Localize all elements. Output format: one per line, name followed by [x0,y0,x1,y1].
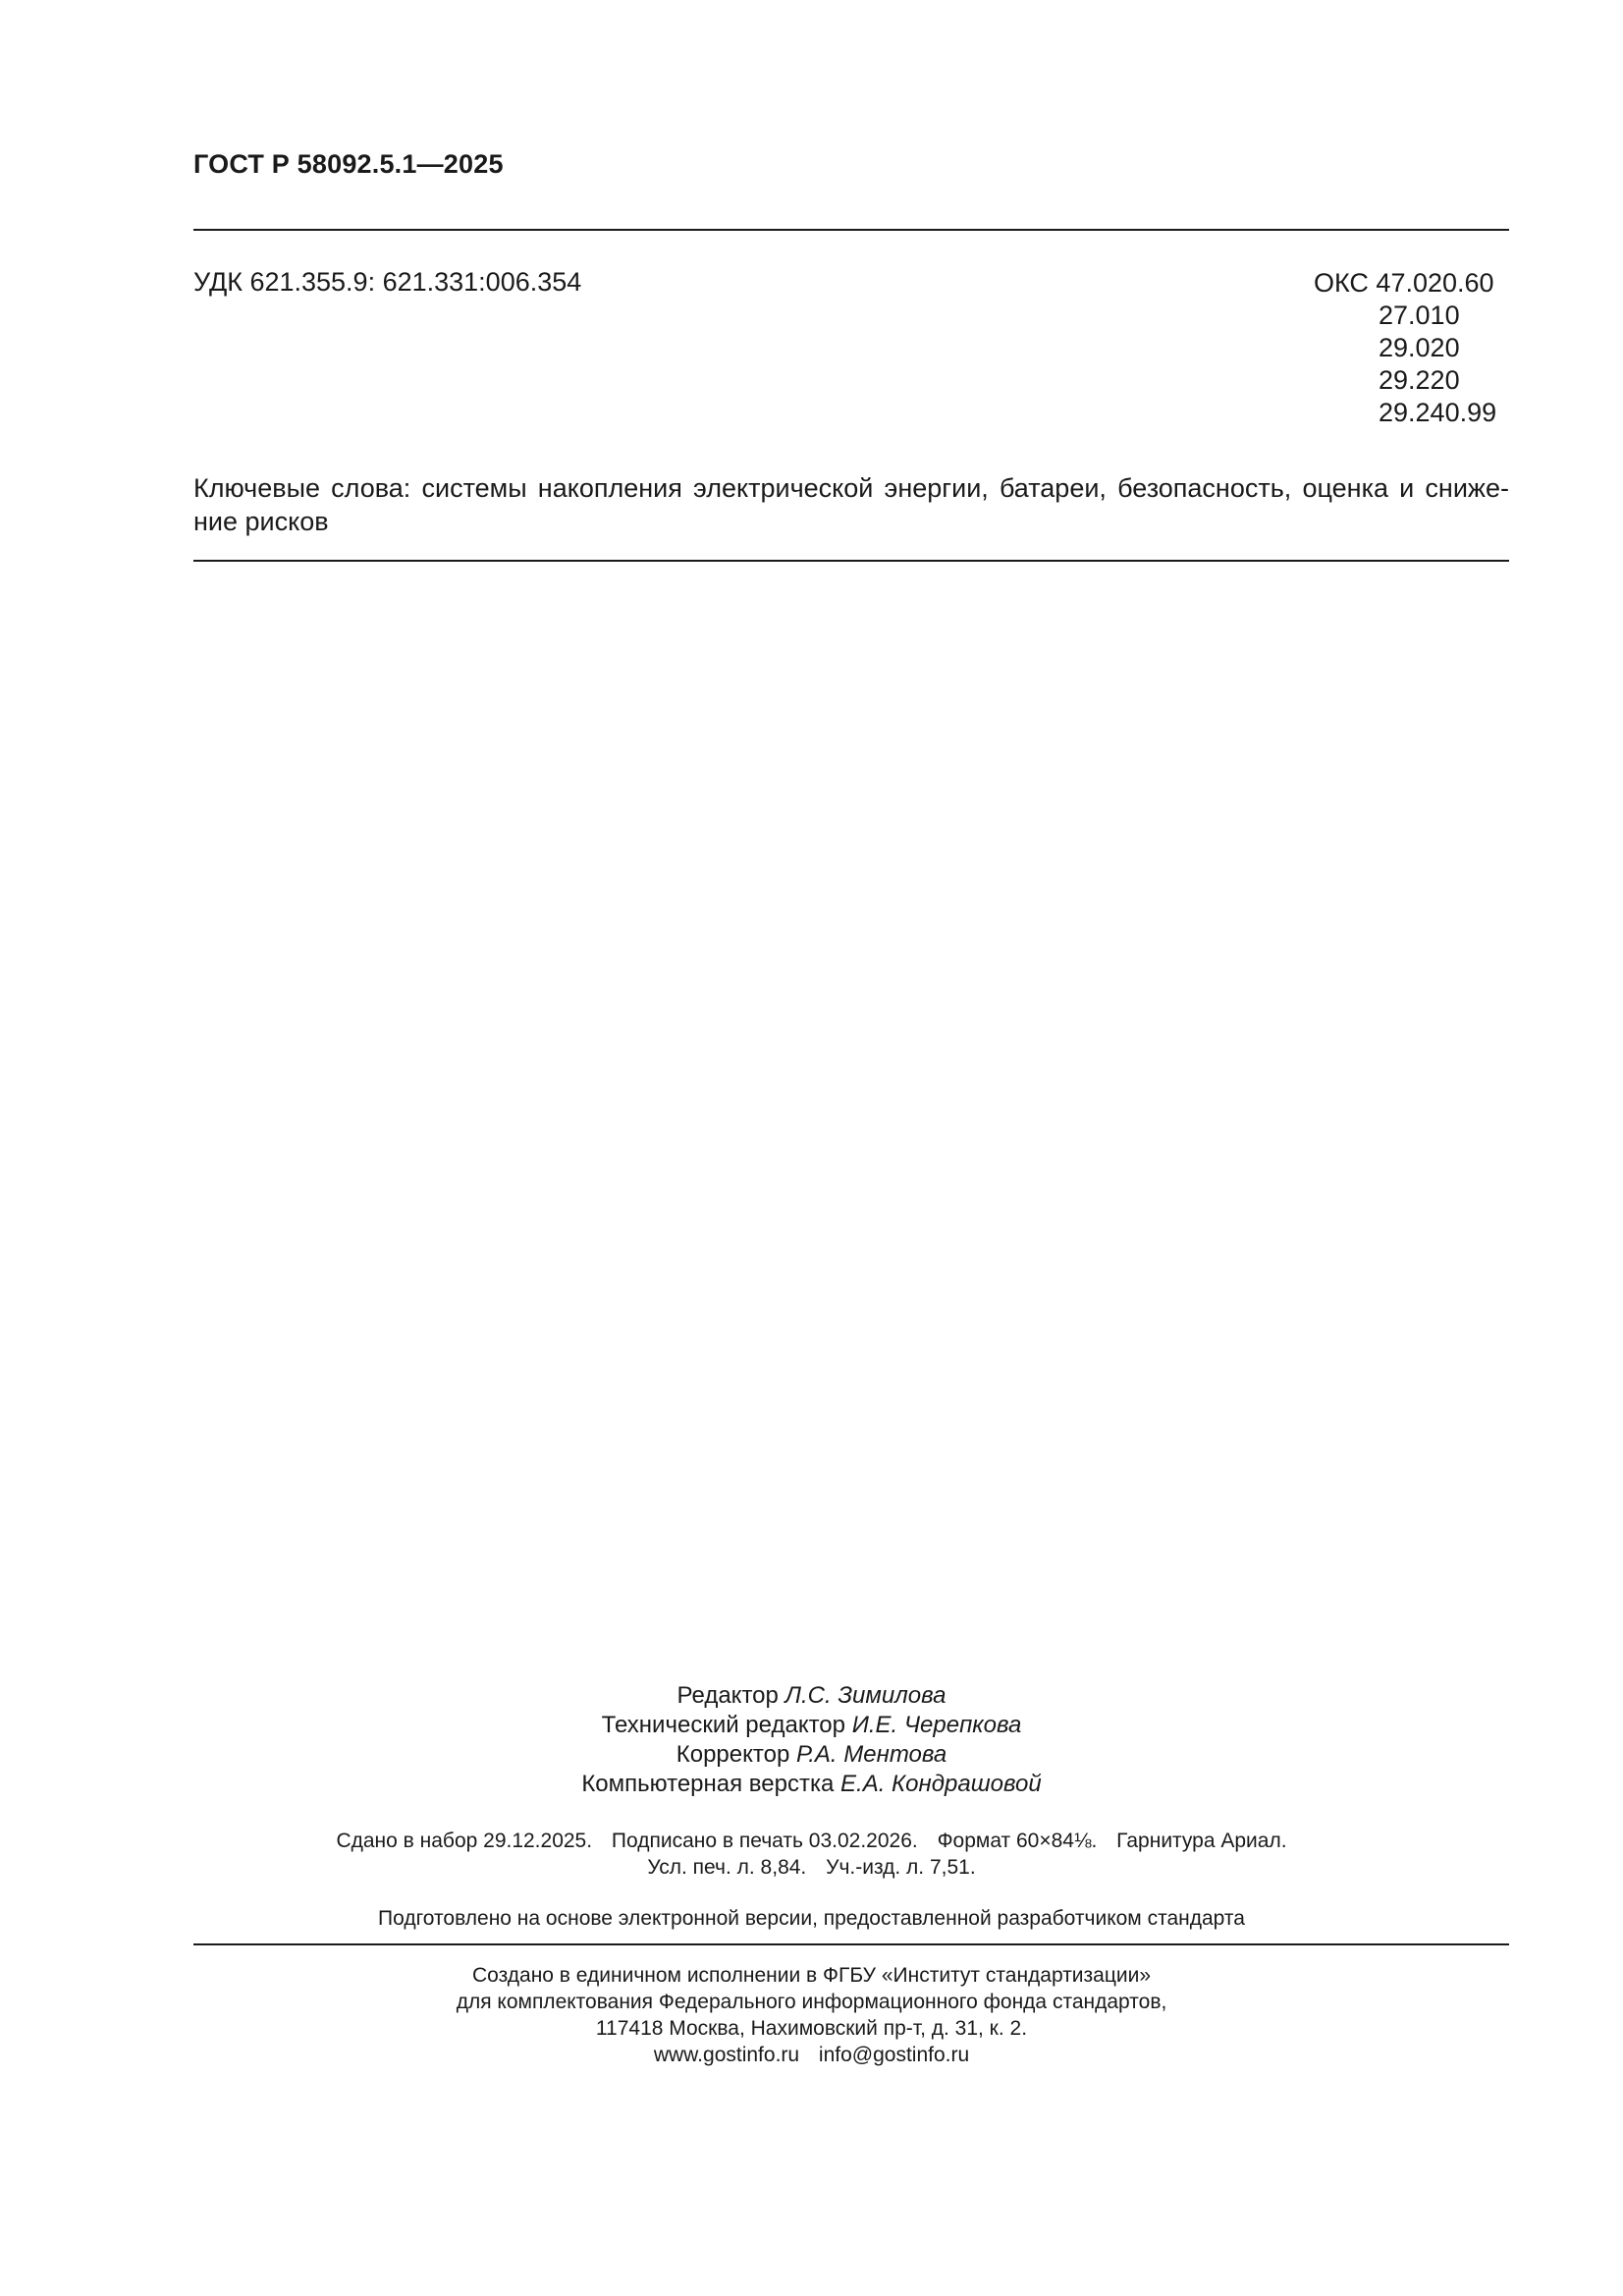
keywords-line-2: ние рисков [193,507,329,536]
oks-code: 27.010 [1379,301,1460,330]
credit-role: Компьютерная верстка [581,1771,835,1797]
imprint-submitted: Сдано в набор 29.12.2025. [336,1830,593,1852]
keywords [193,471,1509,538]
oks-code: 29.240.99 [1379,398,1497,427]
udk-code: УДК 621.355.9: 621.331:006.354 [193,267,582,297]
credit-name: Р.А. Ментова [795,1741,947,1768]
imprint-line-2 [0,1854,1623,1881]
imprint-line-1 [0,1828,1623,1854]
imprint-print-sheets: Усл. печ. л. 8,84. [647,1856,807,1879]
oks-codes [1314,267,1496,429]
keywords-divider [193,560,1509,562]
publisher-email[interactable]: info@gostinfo.ru [818,2044,970,2066]
prepared-note: Подготовлено на основе электронной версии, предоставленной разработчиком стандарта [378,1907,1245,1930]
publisher-website[interactable]: www.gostinfo.ru [653,2044,800,2066]
oks-code-primary: ОКС 47.020.60 [1314,268,1494,298]
top-divider [193,229,1509,231]
publisher-line-1: Создано в единичном исполнении в ФГБУ «Институт стандартизации» [471,1964,1152,1987]
credit-name: И.Е. Черепкова [851,1712,1022,1738]
oks-code: 29.020 [1379,333,1460,362]
editorial-credits [0,1681,1623,1799]
credit-editor [0,1681,1623,1711]
publisher-info [0,1962,1623,2068]
credit-proofreader [0,1740,1623,1770]
credit-technical-editor [0,1711,1623,1740]
publisher-divider [193,1943,1509,1945]
oks-code: 29.220 [1379,365,1460,395]
imprint-publ-sheets: Уч.-изд. л. 7,51. [826,1856,976,1879]
imprint-signed: Подписано в печать 03.02.2026. [611,1830,918,1852]
imprint [0,1828,1623,1881]
keywords-line-1: Ключевые слова: системы накопления электрической энергии, батареи, безопасность, оценка и сниже- [193,473,1509,503]
publisher-contacts [0,2042,1623,2068]
credit-layout [0,1770,1623,1799]
credit-name: Е.А. Кондрашовой [840,1771,1042,1797]
publisher-line-2: для комплектования Федерального информационного фонда стандартов, [456,1991,1167,2013]
credit-role: Технический редактор [601,1712,846,1738]
credit-role: Редактор [676,1682,779,1709]
imprint-typeface: Гарнитура Ариал. [1116,1830,1287,1852]
imprint-format: Формат 60×84⅛. [937,1830,1098,1852]
credit-name: Л.С. Зимилова [784,1682,947,1709]
credit-role: Корректор [676,1741,790,1768]
standard-code: ГОСТ Р 58092.5.1—2025 [193,149,504,179]
publisher-address: 117418 Москва, Нахимовский пр-т, д. 31, к. 2. [595,2017,1028,2040]
